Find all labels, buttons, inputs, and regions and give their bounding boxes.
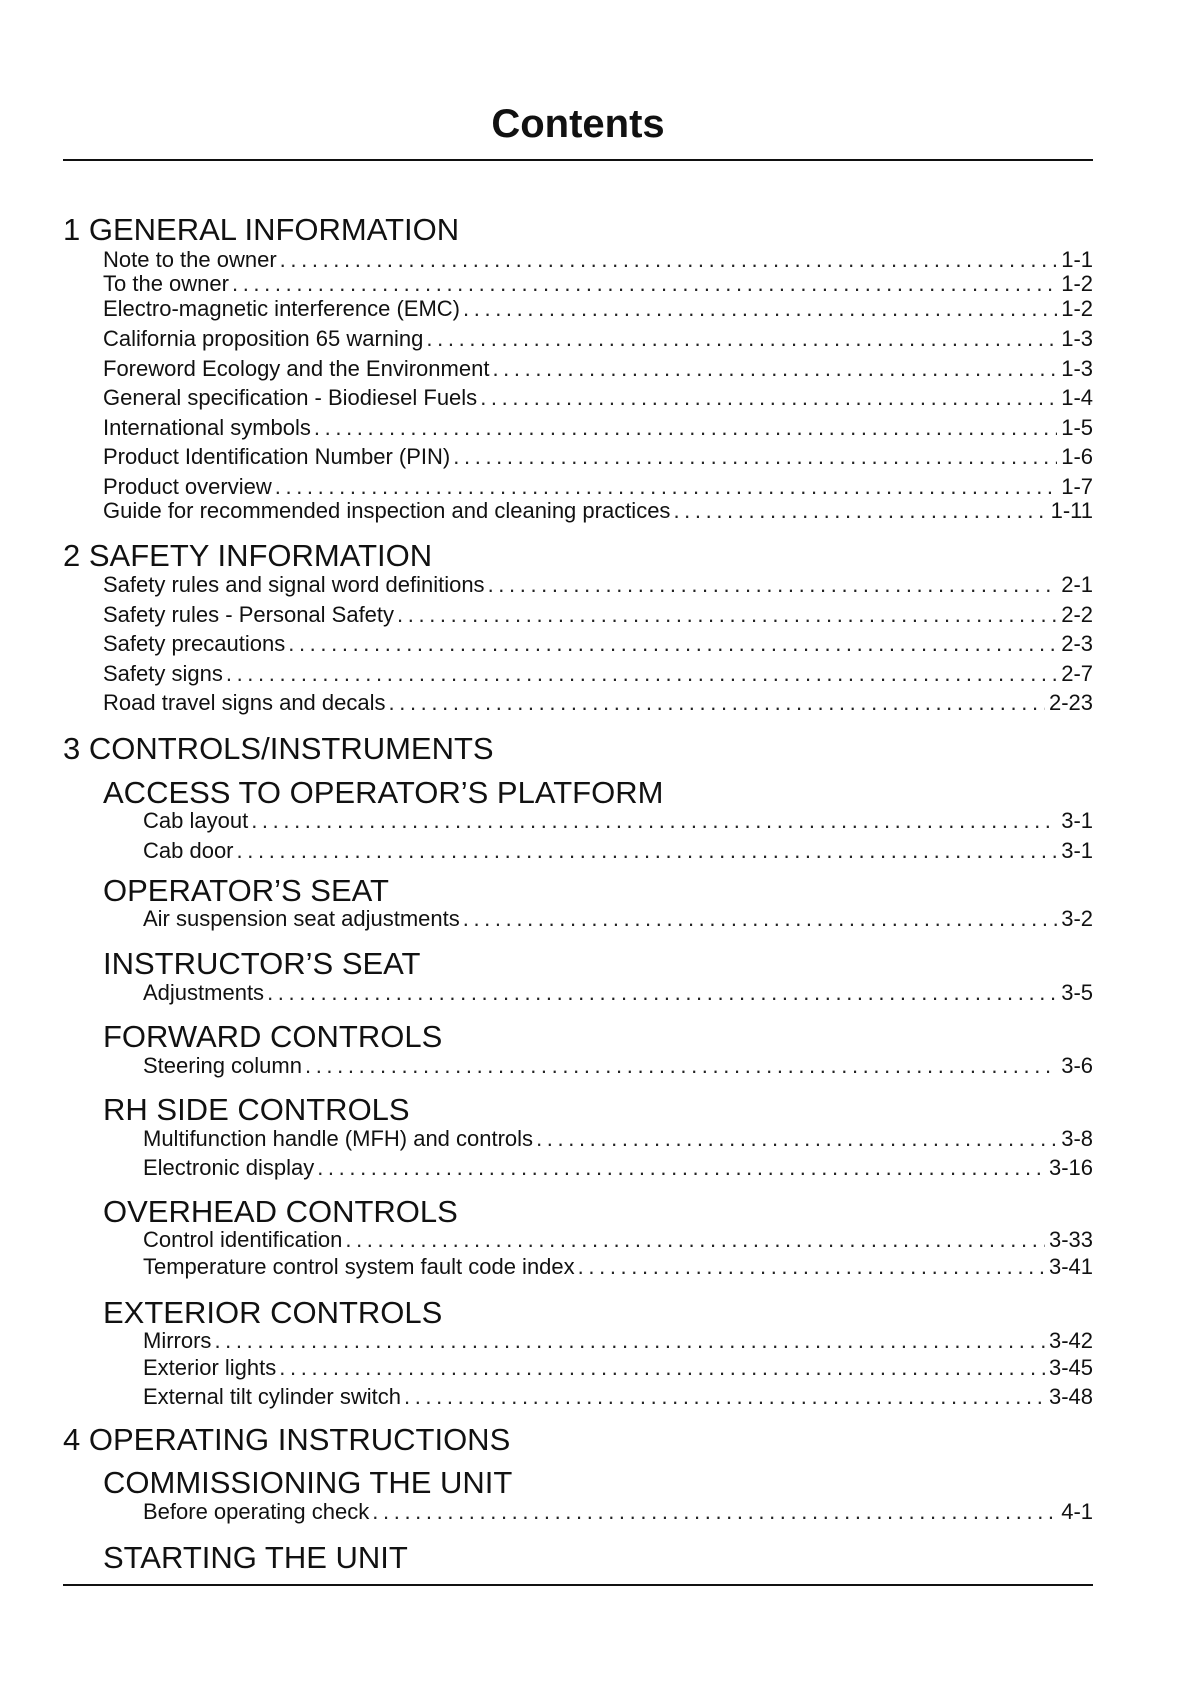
toc-page-number: 1-2 [1061, 271, 1093, 296]
dot-leader [397, 602, 1057, 628]
toc-entry-label: External tilt cylinder switch [143, 1384, 401, 1409]
toc-entry-label: Exterior lights [143, 1355, 277, 1380]
toc-page-number: 2-3 [1061, 631, 1093, 656]
dot-leader [480, 385, 1057, 411]
toc-entry[interactable] [103, 602, 1093, 628]
dot-leader [232, 271, 1057, 297]
toc-page-number: 3-5 [1061, 980, 1093, 1005]
toc-entry-label: Steering column [143, 1053, 302, 1078]
toc-entry-label: Control identification [143, 1227, 343, 1252]
subsection-heading: EXTERIOR CONTROLS [103, 1295, 443, 1330]
toc-entry[interactable] [143, 1053, 1093, 1079]
subsection-heading: COMMISSIONING THE UNIT [103, 1465, 513, 1500]
toc-page-number: 3-1 [1061, 808, 1093, 833]
toc-page-number: 1-5 [1061, 415, 1093, 440]
dot-leader [279, 1355, 1045, 1381]
dot-leader [280, 247, 1058, 273]
toc-page-number: 1-7 [1061, 474, 1093, 499]
toc-entry-label: California proposition 65 warning [103, 326, 424, 351]
toc-page-number: 3-1 [1061, 838, 1093, 863]
toc-page-number: 3-45 [1048, 1355, 1093, 1380]
toc-entry-label: General specification - Biodiesel Fuels [103, 385, 478, 410]
toc-entry-label: Product overview [103, 474, 272, 499]
dot-leader [317, 1155, 1045, 1181]
toc-page-number: 3-2 [1061, 906, 1093, 931]
dot-leader [389, 690, 1045, 716]
toc-entry-label: International symbols [103, 415, 311, 440]
toc-page-number: 3-33 [1048, 1227, 1093, 1252]
section-heading: 1 GENERAL INFORMATION [63, 212, 460, 247]
toc-entry-label: Safety rules - Personal Safety [103, 602, 395, 627]
toc-entry-label: Mirrors [143, 1328, 212, 1353]
section-heading: 3 CONTROLS/INSTRUMENTS [63, 731, 494, 766]
subsection-heading: OVERHEAD CONTROLS [103, 1194, 458, 1229]
dot-leader [226, 661, 1057, 687]
toc-entry[interactable] [143, 1355, 1093, 1381]
toc-entry-label: Before operating check [143, 1499, 370, 1524]
toc-page-number: 3-41 [1048, 1254, 1093, 1279]
toc-entry-label: Safety precautions [103, 631, 286, 656]
toc-entry[interactable] [103, 271, 1093, 297]
dot-leader [463, 906, 1057, 932]
toc-entry[interactable] [103, 385, 1093, 411]
toc-entry-label: Note to the owner [103, 247, 277, 272]
dot-leader [214, 1328, 1045, 1354]
toc-entry[interactable] [103, 326, 1093, 352]
subsection-heading: INSTRUCTOR’S SEAT [103, 946, 421, 981]
toc-entry-label: Road travel signs and decals [103, 690, 386, 715]
toc-entry[interactable] [143, 906, 1093, 932]
toc-page-number: 1-3 [1061, 326, 1093, 351]
top-divider [63, 159, 1093, 161]
dot-leader [314, 415, 1057, 441]
toc-entry[interactable] [103, 415, 1093, 441]
toc-entry[interactable] [143, 1155, 1093, 1181]
bottom-divider [63, 1584, 1093, 1586]
toc-entry-label: Safety rules and signal word definitions [103, 572, 485, 597]
subsection-heading: FORWARD CONTROLS [103, 1019, 443, 1054]
dot-leader [404, 1384, 1045, 1410]
section-heading: 4 OPERATING INSTRUCTIONS [63, 1422, 511, 1457]
toc-entry-label: Electronic display [143, 1155, 315, 1180]
toc-entry-label: Safety signs [103, 661, 223, 686]
subsection-heading: STARTING THE UNIT [103, 1540, 408, 1575]
toc-page-number: 1-3 [1061, 356, 1093, 381]
toc-entry[interactable] [143, 838, 1093, 864]
dot-leader [463, 296, 1057, 322]
toc-page-number: 1-4 [1061, 385, 1093, 410]
toc-entry[interactable] [103, 356, 1093, 382]
toc-entry-label: Adjustments [143, 980, 265, 1005]
toc-entry[interactable] [103, 631, 1093, 657]
dot-leader [492, 356, 1057, 382]
toc-page-number: 3-6 [1061, 1053, 1093, 1078]
toc-entry[interactable] [143, 1254, 1093, 1280]
dot-leader [267, 980, 1057, 1006]
dot-leader [578, 1254, 1045, 1280]
dot-leader [305, 1053, 1057, 1079]
dot-leader [251, 808, 1057, 834]
toc-entry-label: Temperature control system fault code index [143, 1254, 575, 1279]
dot-leader [345, 1227, 1045, 1253]
toc-page-number: 1-6 [1061, 444, 1093, 469]
dot-leader [275, 474, 1057, 500]
toc-entry-label: Cab layout [143, 808, 249, 833]
toc-entry[interactable] [143, 1227, 1093, 1253]
toc-entry-label: Multifunction handle (MFH) and controls [143, 1126, 534, 1151]
toc-page-number: 3-42 [1048, 1328, 1093, 1353]
dot-leader [237, 838, 1058, 864]
toc-entry-label: Cab door [143, 838, 234, 863]
toc-entry-label: To the owner [103, 271, 229, 296]
toc-entry[interactable] [103, 444, 1093, 470]
section-heading: 2 SAFETY INFORMATION [63, 538, 433, 573]
toc-entry[interactable] [143, 1384, 1093, 1410]
toc-page-number: 1-2 [1061, 296, 1093, 321]
toc-page-number: 2-23 [1048, 690, 1093, 715]
dot-leader [488, 572, 1058, 598]
toc-entry[interactable] [103, 474, 1093, 500]
toc-page-number: 1-1 [1061, 247, 1093, 272]
toc-page-number: 3-8 [1061, 1126, 1093, 1151]
toc-entry[interactable] [143, 808, 1093, 834]
toc-entry[interactable] [103, 661, 1093, 687]
toc-entry[interactable] [103, 572, 1093, 598]
toc-entry[interactable] [103, 498, 1093, 524]
toc-entry[interactable] [143, 1328, 1093, 1354]
toc-page-number: 2-1 [1061, 572, 1093, 597]
toc-entry[interactable] [143, 1126, 1093, 1152]
toc-page-number: 3-48 [1048, 1384, 1093, 1409]
toc-entry-label: Foreword Ecology and the Environment [103, 356, 490, 381]
toc-page-number: 3-16 [1048, 1155, 1093, 1180]
subsection-heading: OPERATOR’S SEAT [103, 873, 389, 908]
toc-entry-label: Electro-magnetic interference (EMC) [103, 296, 461, 321]
toc-entry[interactable] [143, 1499, 1093, 1525]
toc-entry-label: Air suspension seat adjustments [143, 906, 460, 931]
dot-leader [426, 326, 1057, 352]
dot-leader [288, 631, 1057, 657]
toc-page-number: 1-11 [1050, 498, 1093, 523]
toc-entry-label: Product Identification Number (PIN) [103, 444, 451, 469]
subsection-heading: ACCESS TO OPERATOR’S PLATFORM [103, 775, 664, 810]
toc-page-number: 4-1 [1061, 1499, 1093, 1524]
page-title: Contents [491, 102, 665, 146]
dot-leader [673, 498, 1046, 524]
toc-entry[interactable] [103, 296, 1093, 322]
toc-entry[interactable] [103, 247, 1093, 273]
subsection-heading: RH SIDE CONTROLS [103, 1092, 410, 1127]
dot-leader [372, 1499, 1057, 1525]
toc-entry[interactable] [103, 690, 1093, 716]
toc-page-number: 2-2 [1061, 602, 1093, 627]
dot-leader [453, 444, 1057, 470]
dot-leader [536, 1126, 1057, 1152]
toc-entry-label: Guide for recommended inspection and cleaning practices [103, 498, 671, 523]
toc-entry[interactable] [143, 980, 1093, 1006]
toc-page-number: 2-7 [1061, 661, 1093, 686]
